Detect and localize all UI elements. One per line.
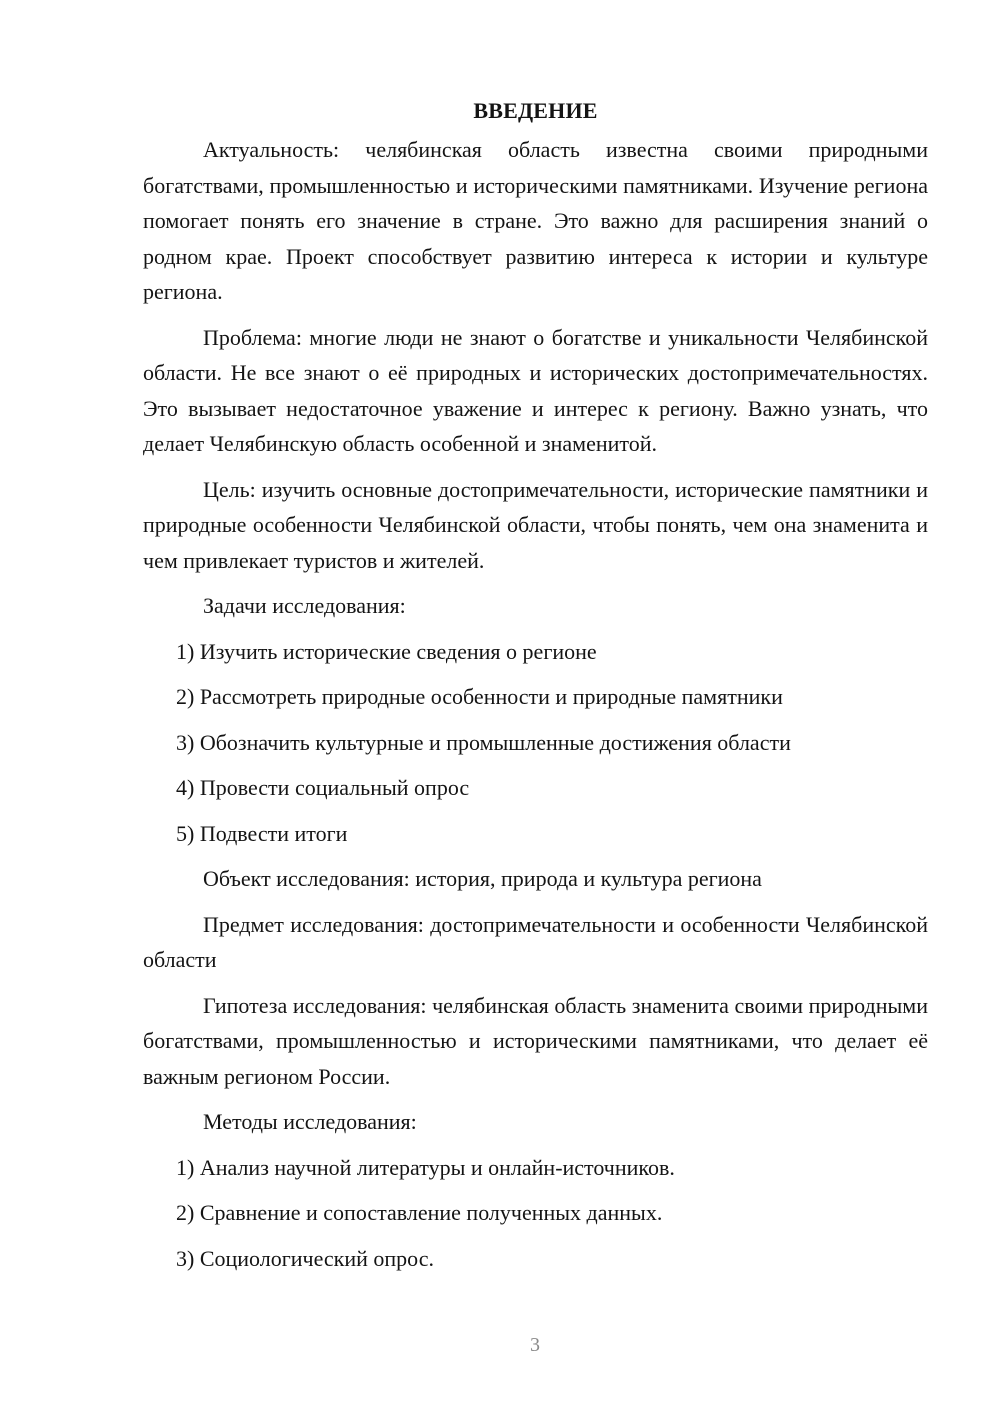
method-item: 3) Социологический опрос. [176, 1245, 434, 1271]
task-item: 4) Провести социальный опрос [176, 775, 470, 800]
goal-paragraph: Цель: изучить основные достопримечательности, исторические памятники и природные особенности Челябинской области, чтобы понять, чем она знаменита и чем привлекает туристов и жителей. [143, 476, 928, 573]
methods-heading: Методы исследования: [203, 1109, 417, 1134]
method-item: 2) Сравнение и сопоставление полученных данных. [176, 1200, 663, 1225]
hypothesis-paragraph: Гипотеза исследования: челябинская область знаменита своими природными богатствами, промышленностью и историческими памятниками, что делает её важным регионом России. [143, 992, 928, 1089]
task-item: 5) Подвести итоги [176, 820, 348, 846]
task-item: 1) Изучить исторические сведения о регионе [176, 638, 597, 664]
document-page [143, 96, 928, 1286]
object-line: Объект исследования: история, природа и культура региона [203, 866, 762, 891]
actuality-paragraph: Актуальность: челябинская область известна своими природными богатствами, промышленностью и историческими памятниками. Изучение региона помогает понять его значение в стране. Это важно для расширения знаний о родном крае. Проект способствует развитию интереса к истории и культуре региона. [143, 137, 928, 304]
method-item: 1) Анализ научной литературы и онлайн-источников. [176, 1154, 675, 1180]
page-number: 3 [530, 1334, 540, 1356]
task-item: 3) Обозначить культурные и промышленные достижения области [176, 729, 791, 755]
problem-paragraph: Проблема: многие люди не знают о богатстве и уникальности Челябинской области. Не все знают о её природных и исторических достопримечательностях. Это вызывает недостаточное уважение и интерес к региону. Важно узнать, что делает Челябинскую область особенной и знаменитой. [143, 324, 928, 456]
subject-paragraph: Предмет исследования: достопримечательности и особенности Челябинской области [143, 911, 928, 972]
tasks-heading: Задачи исследования: [203, 593, 406, 618]
task-item: 2) Рассмотреть природные особенности и природные памятники [176, 684, 783, 709]
document-title: ВВЕДЕНИЕ [473, 98, 598, 123]
